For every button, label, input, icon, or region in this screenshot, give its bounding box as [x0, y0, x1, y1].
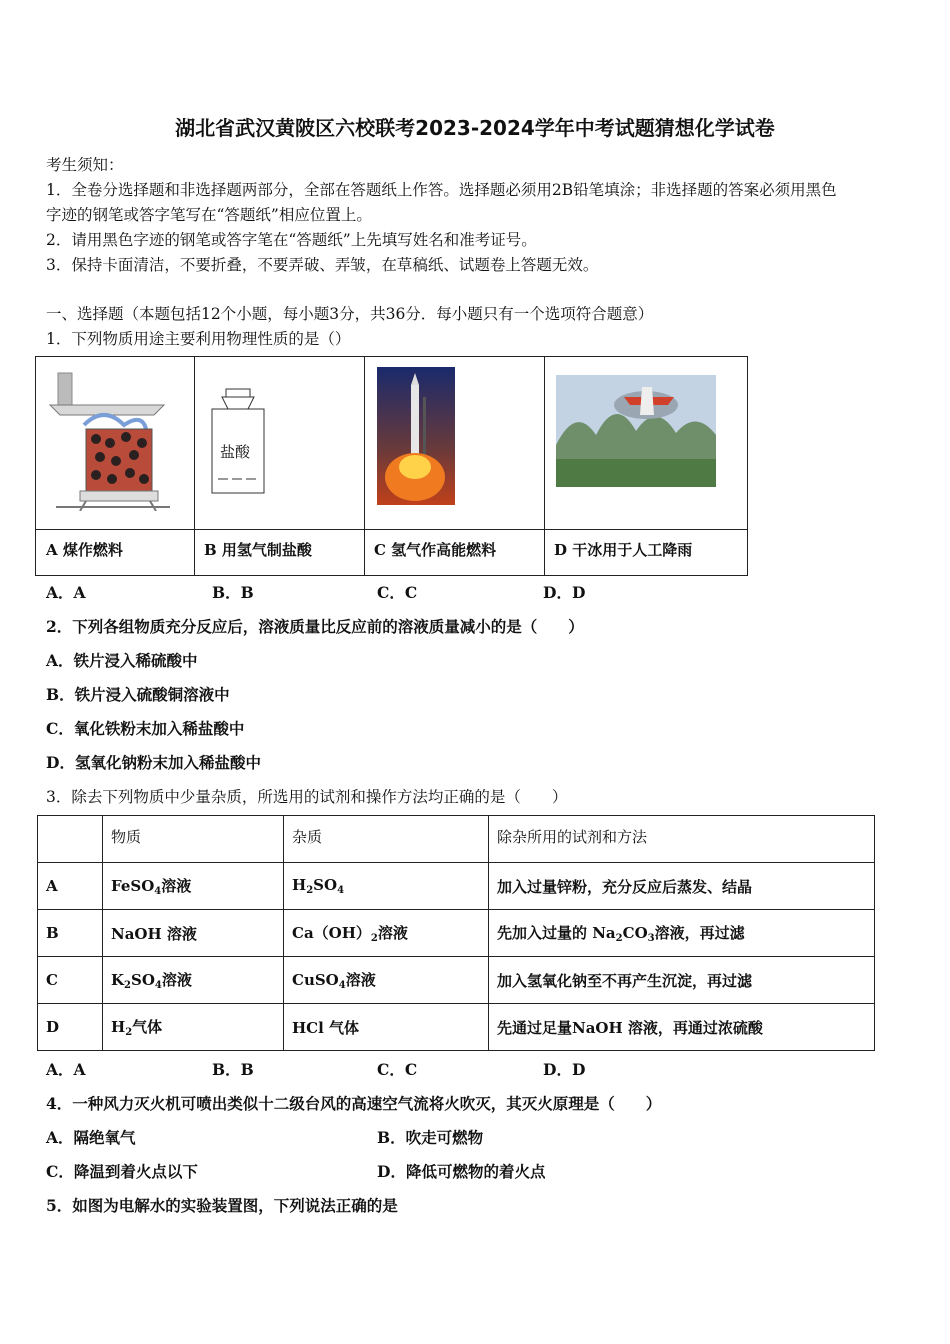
option: C．氧化铁粉末加入稀盐酸中	[46, 719, 245, 738]
option: A．铁片浸入稀硫酸中	[46, 651, 198, 670]
method-cell: 加入过量锌粉，充分反应后蒸发、结晶	[489, 863, 875, 910]
impurity-cell: $Ca(OH)_2$溶液	[284, 910, 489, 957]
impurity-cell: CuSO$_4$溶液	[284, 957, 489, 1004]
notice-heading: 考生须知：	[46, 156, 124, 174]
rocket-launch-image	[377, 367, 455, 505]
table-header	[38, 816, 103, 863]
method-cell: 加入氢氧化钠至不再产生沉淀，再过滤	[489, 957, 875, 1004]
impurity-cell: $H_2SO_4$	[284, 863, 489, 910]
image-caption-c: C 氢气作高能燃料	[374, 541, 497, 559]
option: C．C	[377, 1060, 418, 1079]
table-row	[38, 910, 875, 957]
substance-cell: FeSO$_4$溶液	[103, 863, 284, 910]
table-row	[38, 1004, 875, 1051]
option: C．降温到着火点以下	[46, 1162, 198, 1181]
row-label: C	[38, 957, 103, 1004]
image-caption-b: B 用氢气制盐酸	[204, 541, 312, 559]
method-cell: 先加入过量的 $Na_2CO_3$溶液，再过滤	[489, 910, 875, 957]
image-caption-a: A 煤作燃料	[46, 541, 123, 559]
option: B．铁片浸入硫酸铜溶液中	[46, 685, 230, 704]
notice-item: 1．全卷分选择题和非选择题两部分，全部在答题纸上作答。选择题必须用2B铅笔填涂；非选择题的答案必须用黑色	[46, 181, 837, 199]
bottle-label: 盐酸	[220, 443, 251, 461]
option: D．降低可燃物的着火点	[377, 1162, 546, 1181]
option: D．D	[543, 583, 586, 602]
row-label: B	[38, 910, 103, 957]
row-label: A	[38, 863, 103, 910]
question-2-stem: 2．下列各组物质充分反应后，溶液质量比反应前的溶液质量减小的是（ ）	[46, 617, 584, 636]
table-header: 物质	[103, 816, 284, 863]
table-header: 杂质	[284, 816, 489, 863]
option: B．B	[212, 583, 254, 602]
question-4-stem: 4．一种风力灭火机可喷出类似十二级台风的高速空气流将火吹灭，其灭火原理是（ ）	[46, 1094, 662, 1113]
substance-cell: NaOH 溶液	[103, 910, 284, 957]
option: D．D	[543, 1060, 586, 1079]
page-title: 湖北省武汉黄陂区六校联考2023-2024学年中考试题猜想化学试卷	[175, 116, 775, 140]
question-3-table	[37, 815, 875, 1051]
option: B．吹走可燃物	[377, 1128, 484, 1147]
coal-stove-image	[46, 369, 176, 511]
row-label: D	[38, 1004, 103, 1051]
question-3-stem: 3．除去下列物质中少量杂质，所选用的试剂和操作方法均正确的是（ ）	[46, 788, 568, 806]
option: A．A	[46, 583, 86, 602]
option: C．C	[377, 583, 418, 602]
method-cell: 先通过足量NaOH 溶液，再通过浓硫酸	[489, 1004, 875, 1051]
option: D．氢氧化钠粉末加入稀盐酸中	[46, 753, 261, 772]
notice-item: 2．请用黑色字迹的钢笔或答字笔在“答题纸”上先填写姓名和准考证号。	[46, 231, 537, 249]
image-caption-d: D 干冰用于人工降雨	[554, 541, 693, 559]
cloud-seeding-plane-image	[556, 375, 716, 487]
table-row	[38, 863, 875, 910]
impurity-cell: HCl 气体	[284, 1004, 489, 1051]
notice-item: 字迹的钢笔或答字笔写在“答题纸”相应位置上。	[46, 206, 372, 224]
substance-cell: $H_2$气体	[103, 1004, 284, 1051]
option: A．隔绝氧气	[46, 1128, 136, 1147]
substance-cell: $K_2SO_4$溶液	[103, 957, 284, 1004]
table-header: 除杂所用的试剂和方法	[489, 816, 875, 863]
table-row	[38, 957, 875, 1004]
option: B．B	[212, 1060, 254, 1079]
question-1-stem: 1．下列物质用途主要利用物理性质的是（）	[46, 330, 351, 348]
question-5-stem: 5．如图为电解水的实验装置图，下列说法正确的是	[46, 1196, 398, 1215]
table-header-row	[38, 816, 875, 863]
option: A．A	[46, 1060, 86, 1079]
question-1-image-table	[35, 356, 748, 576]
notice-item: 3．保持卡面清洁，不要折叠，不要弄破、弄皱，在草稿纸、试题卷上答题无效。	[46, 256, 599, 274]
section-heading: 一、选择题（本题包括12个小题，每小题3分，共36分．每小题只有一个选项符合题意）	[46, 305, 654, 323]
